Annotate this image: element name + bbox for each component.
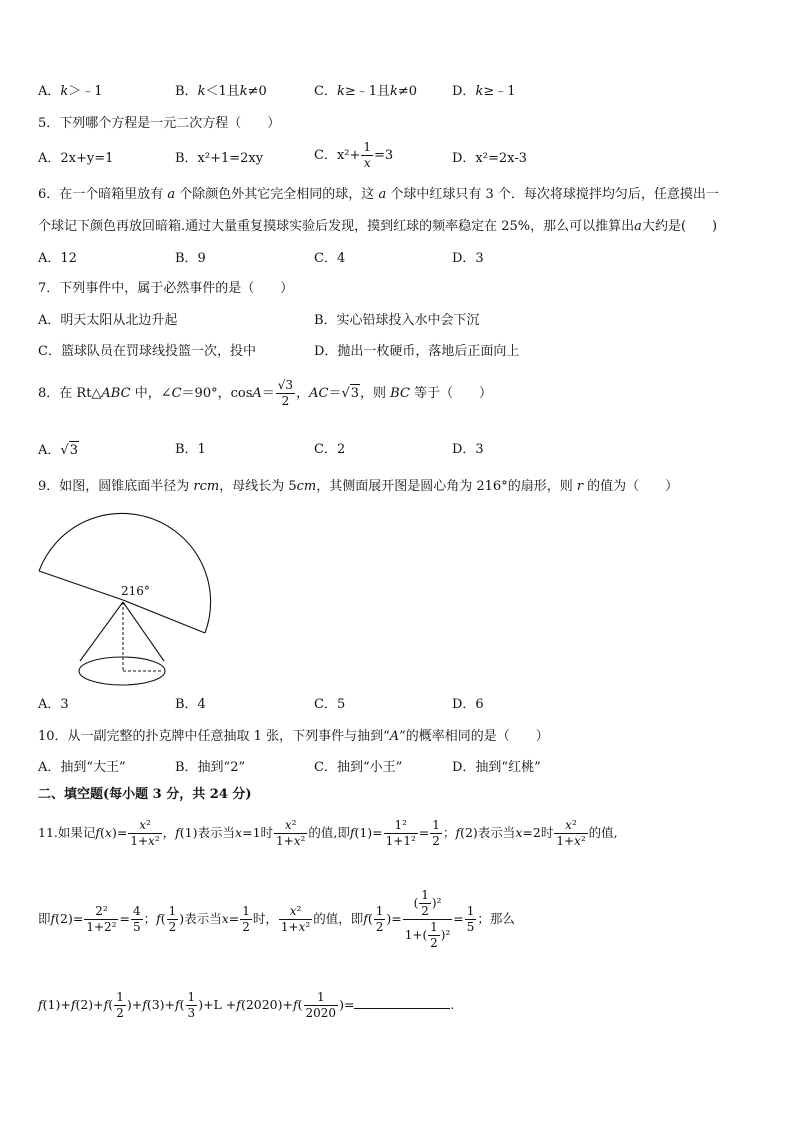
q5-option-a: A．2x+y=1 bbox=[38, 151, 114, 166]
q4-option-a: A．k＞﹣1 bbox=[38, 84, 103, 99]
q8-stem-part-c: ，则 BC 等于（ ） bbox=[360, 386, 493, 401]
q5-option-b: B．x²+1=2xy bbox=[175, 151, 264, 166]
q10-option-c: C．抽到“小王” bbox=[314, 760, 403, 775]
fraction-denominator: 2 bbox=[281, 394, 290, 408]
q8-option-c: C．2 bbox=[314, 442, 346, 457]
q11-text: ；那么 bbox=[477, 911, 515, 926]
q11-text: ； bbox=[143, 911, 157, 926]
q11-text: 时， bbox=[252, 911, 278, 926]
q10-option-b: B．抽到“2” bbox=[175, 760, 246, 775]
q4-option-c: C．k≥﹣1且k≠0 bbox=[314, 84, 418, 99]
fraction-numerator: √3 bbox=[277, 378, 294, 392]
cone-slant-right bbox=[123, 602, 164, 661]
sector-arc bbox=[39, 513, 211, 633]
q11-text: 时 bbox=[540, 825, 554, 840]
angle-label: 216° bbox=[121, 584, 150, 598]
q6-option-c: C．4 bbox=[314, 251, 346, 266]
sector-radius-left bbox=[39, 571, 123, 600]
q5-option-c-head: C．x²+ bbox=[314, 148, 361, 163]
q8-option-a-sqrt: 3 bbox=[69, 443, 78, 458]
q8-option-a: A．√3 bbox=[38, 443, 78, 458]
q5-option-c bbox=[314, 140, 393, 171]
q7-option-b: B．实心铅球投入水中会下沉 bbox=[314, 313, 480, 328]
q5-option-c-fraction bbox=[361, 140, 373, 171]
q5-option-c-tail: =3 bbox=[374, 148, 394, 163]
q11-text: ， bbox=[162, 825, 176, 840]
q8-option-d: D．3 bbox=[452, 442, 484, 457]
q11-line-3: f(1)+f(2)+f( $\frac{1}{2}$ )+f(3)+f( $\frac{1}{3}$ )+L +f(2020)+f( $\frac{1}{2020}$ )= . bbox=[38, 990, 455, 1020]
q5-stem: 5．下列哪个方程是一元二次方程（ ） bbox=[38, 116, 281, 131]
q4-option-b: B．k＜1且k≠0 bbox=[175, 84, 267, 99]
q6-option-b: B．9 bbox=[175, 251, 206, 266]
q4-option-d: D．k≥﹣1 bbox=[452, 84, 516, 99]
q7-option-d: D．抛出一枚硬币，落地后正面向上 bbox=[314, 344, 520, 359]
q9-option-a: A．3 bbox=[38, 697, 69, 712]
q10-option-d: D．抽到“红桃” bbox=[452, 760, 541, 775]
q11-text: 的值, bbox=[588, 825, 618, 840]
q11-text: ； bbox=[442, 825, 456, 840]
q8-option-b: B．1 bbox=[175, 442, 206, 457]
sector-radius-right bbox=[123, 600, 205, 633]
q9-option-b: B．4 bbox=[175, 697, 206, 712]
q11-text: 时 bbox=[260, 825, 274, 840]
q11-text: 表示当 bbox=[197, 825, 236, 840]
q7-option-a: A．明天太阳从北边升起 bbox=[38, 313, 178, 328]
section-2-title: 二、填空题(每小题 3 分，共 24 分) bbox=[38, 787, 252, 802]
cone-sector-figure bbox=[30, 505, 220, 695]
q11-line-1: 11.如果记f(x)= $\frac{\text{x²}}{\text{1+x²}}$ ，f(1)表示当x=1时 $\frac{\text{x²}}{\text{1+x²}}$ 的值,即f(1)= $\frac{\text{1²}}{\text{1+1²}}$ = $\frac{1}{2}$ ；f(2)表示当x=2时 $\frac{\text{x²}}{\text{1+x²}}$ 的值, bbox=[38, 818, 618, 848]
q8-stem: 8．在 Rt△ABC 中，∠C＝90°，cosA＝ $\frac{√3}{2}$ ，AC＝√3，则 BC 等于（ ） bbox=[38, 378, 493, 408]
q11-text: 表示当 bbox=[184, 911, 222, 926]
q7-option-c: C．篮球队员在罚球线投篮一次，投中 bbox=[38, 344, 256, 359]
q11-text: 即 bbox=[38, 911, 51, 926]
q11-text: 的值，即 bbox=[313, 911, 364, 926]
q8-stem-part-a: 8．在 Rt△ABC 中，∠C＝90°，cosA＝ bbox=[38, 386, 275, 401]
answer-blank[interactable] bbox=[354, 994, 450, 1009]
cone-base bbox=[79, 657, 165, 685]
q10-stem: 10．从一副完整的扑克牌中任意抽取 1 张，下列事件与抽到“A”的概率相同的是（ ） bbox=[38, 729, 549, 744]
q11-text: . bbox=[450, 997, 455, 1012]
q6-option-d: D．3 bbox=[452, 251, 484, 266]
q11-line-2: 即f(2)= $\frac{\text{2²}}{\text{1+2²}}$ = $\frac{4}{5}$ ；f( $\frac{1}{2}$ )表示当x= $\frac{1}{2}$ 时， $\frac{\text{x²}}{\text{1+x²}}$ 的值，即f( $\frac{1}{2}$ )= ( $\frac{1}{2}$ )² 1+( $\frac{1}{2}$ )² = $\frac{1}{5}$ ；那么 bbox=[38, 888, 515, 950]
q6-option-a: A．12 bbox=[38, 251, 77, 266]
q8-ac-sqrt: 3 bbox=[350, 386, 360, 401]
q7-stem: 7．下列事件中，属于必然事件的是（ ） bbox=[38, 281, 294, 296]
q9-option-d: D．6 bbox=[452, 697, 484, 712]
q10-option-a: A．抽到“大王” bbox=[38, 760, 126, 775]
q11-text: 11.如果记 bbox=[38, 825, 96, 840]
q5-option-d: D．x²=2x-3 bbox=[452, 151, 527, 166]
fraction-denominator: x bbox=[363, 156, 371, 170]
option-label: A． bbox=[38, 443, 61, 458]
q6-line-2: 个球记下颜色再放回暗箱.通过大量重复摸球实验后发现，摸到红球的频率稳定在 25%，那么可以推算出a大约是( ) bbox=[38, 219, 718, 234]
q8-cos-fraction bbox=[276, 378, 295, 409]
q11-text: 表示当 bbox=[477, 825, 516, 840]
q8-stem-part-b: ，AC＝ bbox=[296, 386, 342, 401]
q9-option-c: C．5 bbox=[314, 697, 346, 712]
cone-slant-left bbox=[80, 602, 123, 661]
q11-text: 的值,即 bbox=[308, 825, 350, 840]
q9-stem: 9．如图，圆锥底面半径为 rcm，母线长为 5cm，其侧面展开图是圆心角为 216°的扇形，则 r 的值为（ ） bbox=[38, 479, 679, 494]
q6-line-1: 6．在一个暗箱里放有 a 个除颜色外其它完全相同的球，这 a 个球中红球只有 3 个．每次将球搅拌均匀后，任意摸出一 bbox=[38, 187, 719, 202]
fraction-numerator: 1 bbox=[363, 140, 372, 154]
